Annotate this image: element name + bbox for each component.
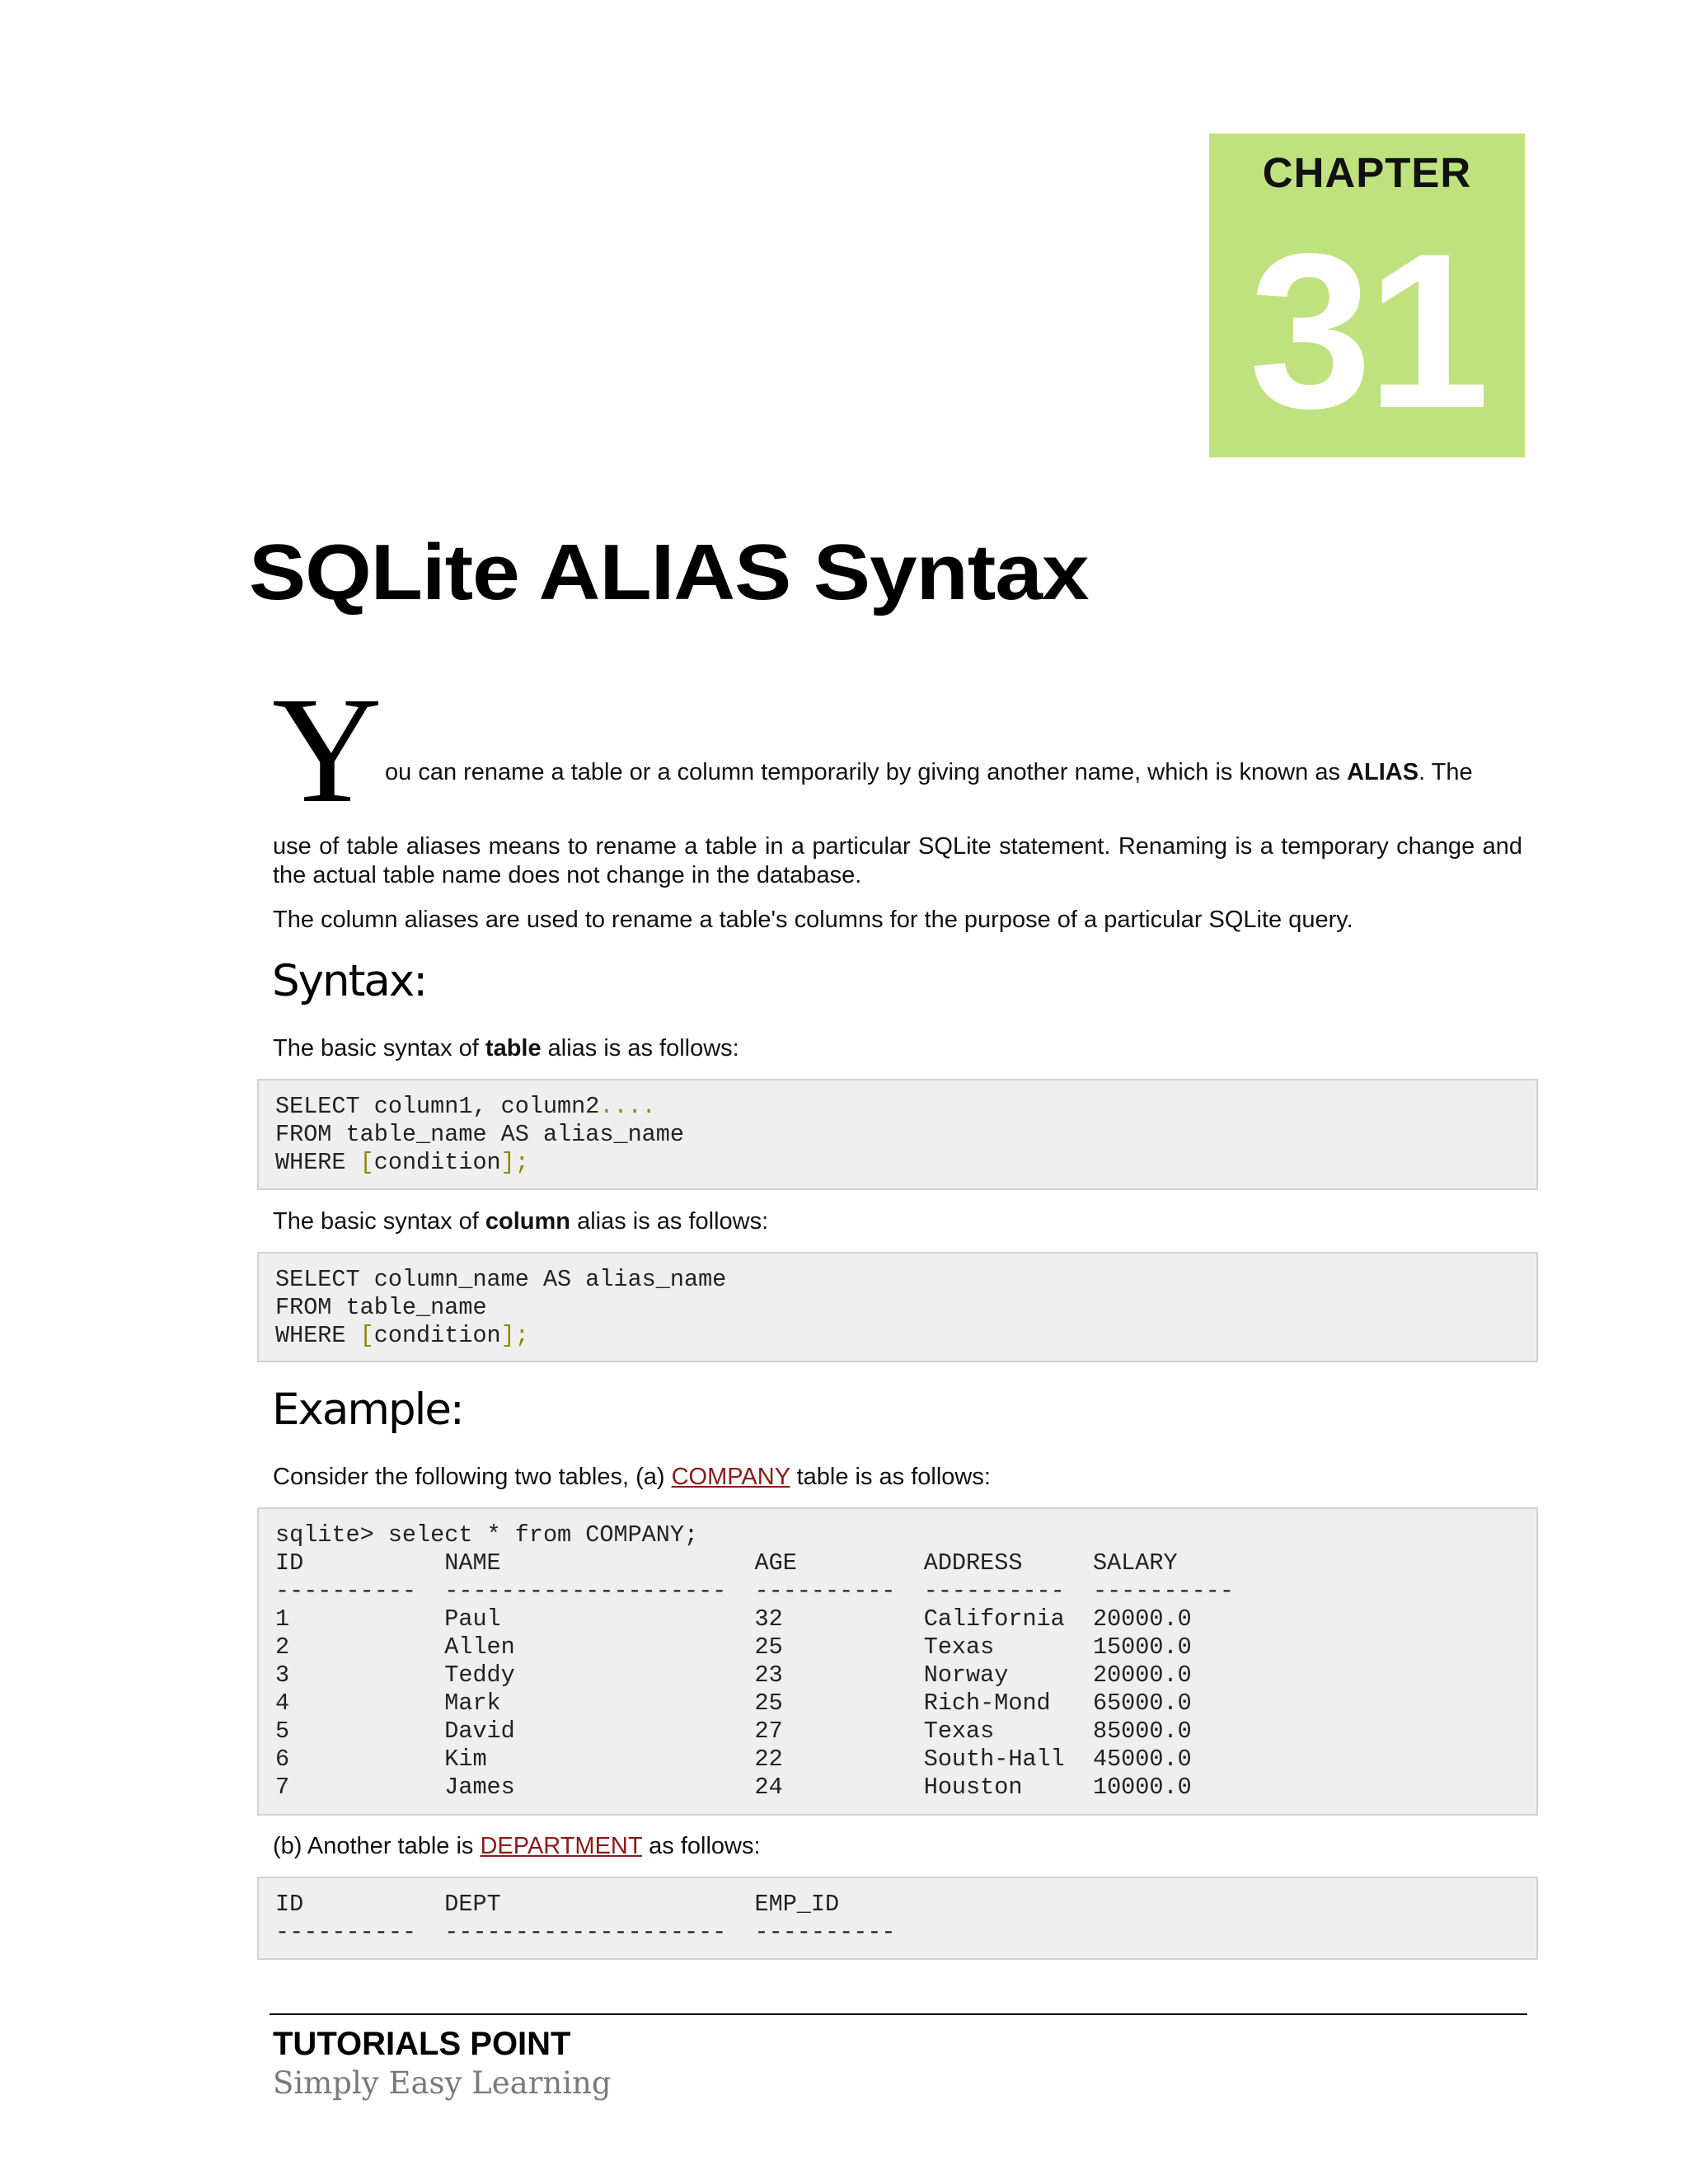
chapter-badge (1209, 134, 1525, 457)
footer-divider (270, 2013, 1527, 2015)
company-link[interactable]: COMPANY (671, 1464, 790, 1490)
table-row: 1 Paul 32 California 20000.0 (275, 1605, 1192, 1633)
alias-term: ALIAS (1347, 759, 1419, 785)
syntax-heading: Syntax: (272, 956, 427, 1006)
intro-first-line: ou can rename a table or a column temporarily by giving another name, which is known as ALIAS. The (385, 759, 1473, 785)
footer-tagline: Simply Easy Learning (273, 2065, 612, 2101)
company-rule: ---------- -------------------- ---------- ---------- ---------- (275, 1577, 1234, 1605)
another-table-text: (b) Another table is DEPARTMENT as follows: (273, 1833, 761, 1859)
company-table-code (257, 1507, 1538, 1816)
table-row: 6 Kim 22 South-Hall 45000.0 (275, 1746, 1192, 1773)
table-row: 2 Allen 25 Texas 15000.0 (275, 1633, 1192, 1661)
column-alias-note: The column aliases are used to rename a table's columns for the purpose of a particular SQLite query. (273, 907, 1353, 933)
intro-continuation: use of table aliases means to rename a table in a particular SQLite statement. Renaming is a temporary change and the actual table name does not change in the database. (273, 833, 1522, 888)
example-heading: Example: (272, 1385, 463, 1435)
department-link[interactable]: DEPARTMENT (480, 1833, 643, 1859)
dept-header: ID DEPT EMP_ID (275, 1891, 840, 1918)
table-alias-intro: The basic syntax of table alias is as follows: (273, 1035, 739, 1062)
company-header: ID NAME AGE ADDRESS SALARY (275, 1549, 1178, 1577)
chapter-label: CHAPTER (1262, 149, 1472, 196)
column-alias-intro: The basic syntax of column alias is as follows: (273, 1208, 769, 1235)
drop-cap: Y (272, 666, 382, 835)
table-alias-code: SELECT column1, column2.... FROM table_name AS alias_name WHERE [condition]; (257, 1079, 1538, 1190)
column-alias-code: SELECT column_name AS alias_name FROM table_name WHERE [condition]; (257, 1252, 1538, 1362)
table-row: 4 Mark 25 Rich-Mond 65000.0 (275, 1690, 1192, 1717)
table-row: 5 David 27 Texas 85000.0 (275, 1718, 1192, 1745)
department-table-code (257, 1877, 1538, 1960)
company-query: sqlite> select * from COMPANY; (275, 1521, 699, 1549)
page-title: SQLite ALIAS Syntax (249, 528, 1089, 616)
table-row: 3 Teddy 23 Norway 20000.0 (275, 1661, 1192, 1689)
dept-rule: ---------- -------------------- ---------- (275, 1919, 896, 1946)
consider-text: Consider the following two tables, (a) COMPANY table is as follows: (273, 1464, 991, 1490)
table-row: 7 James 24 Houston 10000.0 (275, 1774, 1192, 1801)
footer-brand: TUTORIALS POINT (273, 2026, 571, 2062)
chapter-number: 31 (1249, 207, 1485, 454)
